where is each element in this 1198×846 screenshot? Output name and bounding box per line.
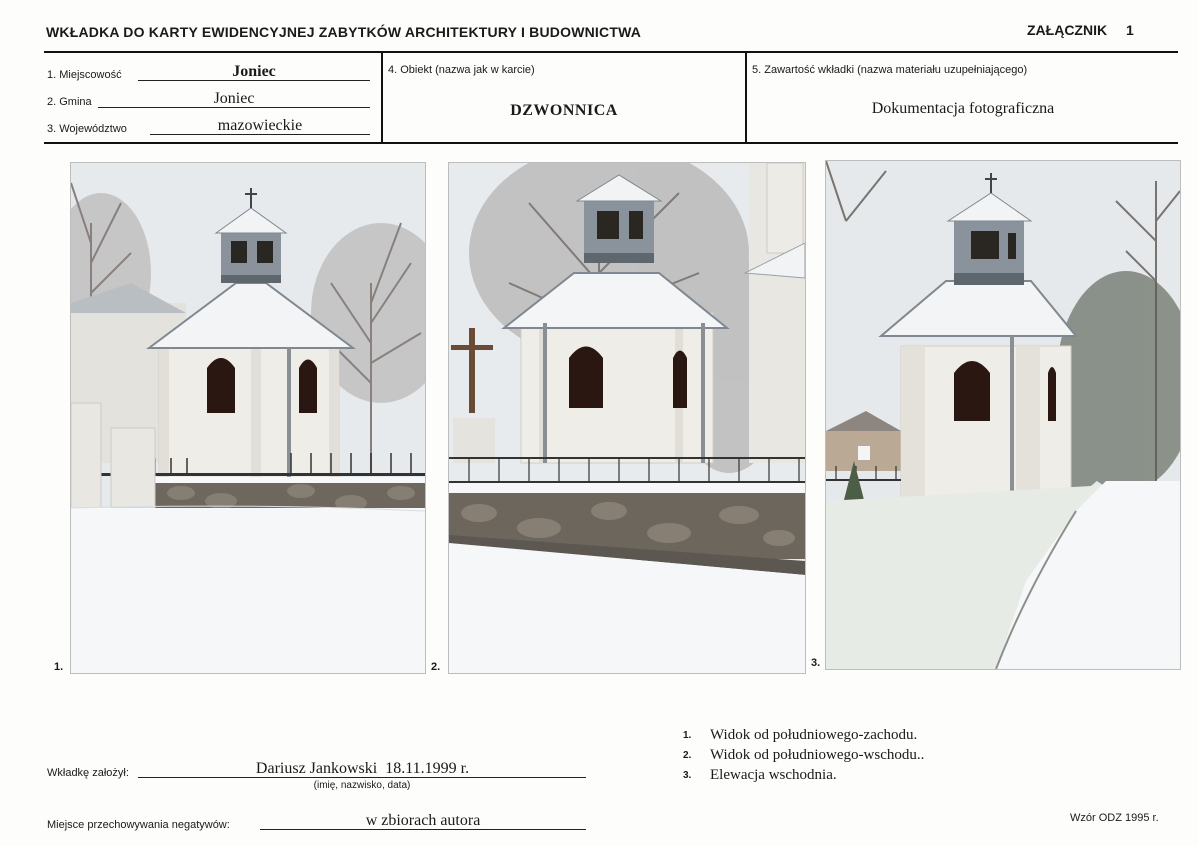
storage-underline: [260, 829, 586, 830]
commune-value: Joniec: [213, 90, 255, 107]
caption-text: Widok od południowego-wschodu..: [710, 746, 925, 763]
caption-text: Elewacja wschodnia.: [710, 766, 837, 783]
captions-list: [683, 725, 924, 785]
founder-underline: [138, 777, 586, 778]
attachment-number: 1: [1126, 22, 1134, 38]
caption-number: 1.: [683, 729, 692, 741]
divider-2: [745, 52, 747, 143]
founder-value: Dariusz Jankowski 18.11.1999 r.: [255, 760, 470, 777]
founder-label: Wkładkę założył:: [47, 767, 129, 779]
commune-label: 2. Gmina: [47, 96, 92, 108]
object-value: DZWONNICA: [510, 102, 618, 119]
photo-2-number: 2.: [431, 661, 441, 673]
caption-item: [683, 725, 924, 745]
caption-number: 3.: [683, 769, 692, 781]
photo-1-number: 1.: [54, 661, 64, 673]
founder-hint: (imię, nazwisko, data): [313, 780, 411, 791]
locality-underline: [138, 80, 370, 81]
attachment-label: ZAŁĄCZNIK: [1027, 22, 1108, 38]
form-reference: Wzór ODZ 1995 r.: [1070, 812, 1159, 824]
caption-item: [683, 765, 924, 785]
header-bottom-rule: [44, 142, 1178, 144]
voivodeship-value: mazowieckie: [217, 117, 303, 134]
voivodeship-label: 3. Województwo: [47, 123, 127, 135]
storage-label: Miejsce przechowywania negatywów:: [47, 819, 230, 831]
document-title: WKŁADKA DO KARTY EWIDENCYJNEJ ZABYTKÓW ARCHITEKTURY I BUDOWNICTWA: [46, 24, 642, 40]
photo-3: [825, 160, 1181, 670]
caption-text: Widok od południowego-zachodu.: [710, 726, 918, 743]
photo-1: [70, 162, 426, 674]
header-top-rule: [44, 51, 1178, 53]
voivodeship-underline: [150, 134, 370, 135]
locality-value: Joniec: [232, 63, 276, 80]
caption-item: [683, 745, 924, 765]
commune-underline: [98, 107, 370, 108]
content-value: Dokumentacja fotograficzna: [871, 100, 1055, 117]
object-label: 4. Obiekt (nazwa jak w karcie): [388, 64, 535, 76]
content-label: 5. Zawartość wkładki (nazwa materiału uzupełniającego): [752, 64, 1028, 76]
photo-3-number: 3.: [811, 657, 821, 669]
photo-2: [448, 162, 806, 674]
divider-1: [381, 52, 383, 143]
storage-value: w zbiorach autora: [365, 812, 481, 829]
locality-label: 1. Miejscowość: [47, 69, 122, 81]
caption-number: 2.: [683, 749, 692, 761]
